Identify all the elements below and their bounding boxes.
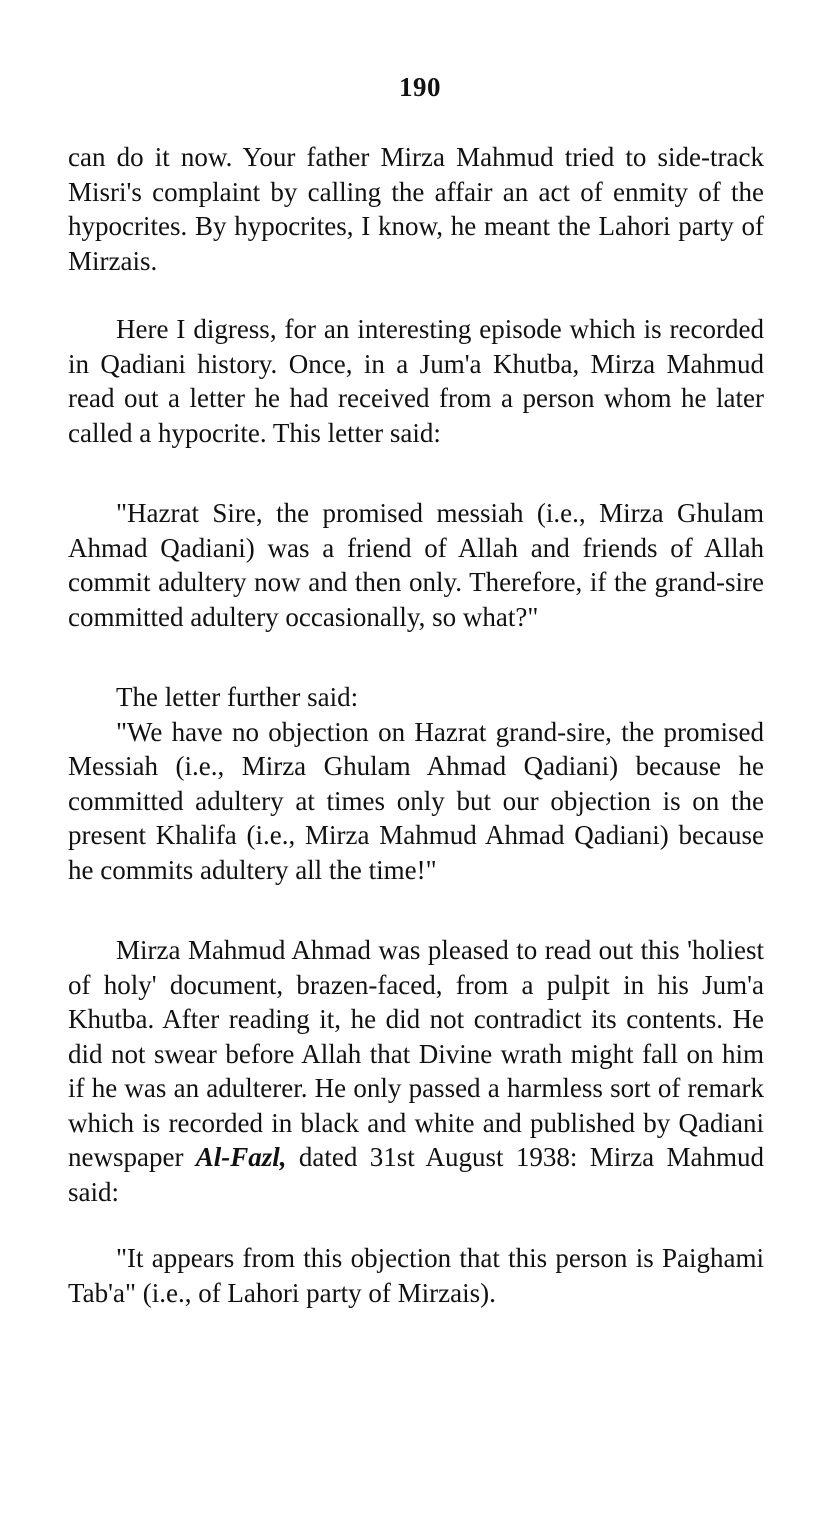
quote-letter-second: "We have no objection on Hazrat grand-sire, the promised Messiah (i.e., Mirza Ghulam Ahmad Qadiani) because he committed adultery at times only but our objection is on the present Khalifa (i.e., Mirza Mahmud Ahmad Qadiani) because he commits adultery all the time!": [68, 716, 764, 885]
paragraph-digression: Here I digress, for an interesting episode which is recorded in Qadiani history. Once, in a Jum'a Khutba, Mirza Mahmud read out a letter he had received from a person whom he later called a hypocrite. This letter said:: [68, 314, 764, 448]
quote-letter-first: "Hazrat Sire, the promised messiah (i.e., Mirza Ghulam Ahmad Qadiani) was a friend of Allah and friends of Allah commit adultery now and then only. Therefore, if the grand-sire committed adultery occasionally, so what?": [68, 498, 764, 632]
quote-closing: "It appears from this objection that this person is Paighami Tab'a" (i.e., of Lahori party of Mirzais).: [68, 1243, 764, 1308]
remark-text-before: Mirza Mahmud Ahmad was pleased to read out this 'holiest of holy' document, brazen-faced, from a pulpit in his Jum'a Khutba. After reading it, he did not contradict its contents. He did not swear before Allah that Divine wrath might fall on him if he was an adulterer. He only passed a harmless sort of remark which is recorded in black and white and published by Qadiani newspaper: [68, 935, 764, 1172]
remark-text-after: dated 31st August 1938: Mirza Mahmud said:: [68, 1142, 764, 1207]
page-number: 190: [399, 72, 441, 102]
paragraph-letter-further: The letter further said:: [116, 682, 359, 712]
newspaper-name: Al-Fazl,: [195, 1142, 287, 1172]
paragraph-remark: [68, 933, 764, 1209]
body-text: [68, 140, 764, 1310]
paragraph-continuation: can do it now. Your father Mirza Mahmud tried to side-track Misri's complaint by calling the affair an act of enmity of the hypocrites. By hypocrites, I know, he meant the Lahori party of Mirzais.: [68, 142, 764, 276]
